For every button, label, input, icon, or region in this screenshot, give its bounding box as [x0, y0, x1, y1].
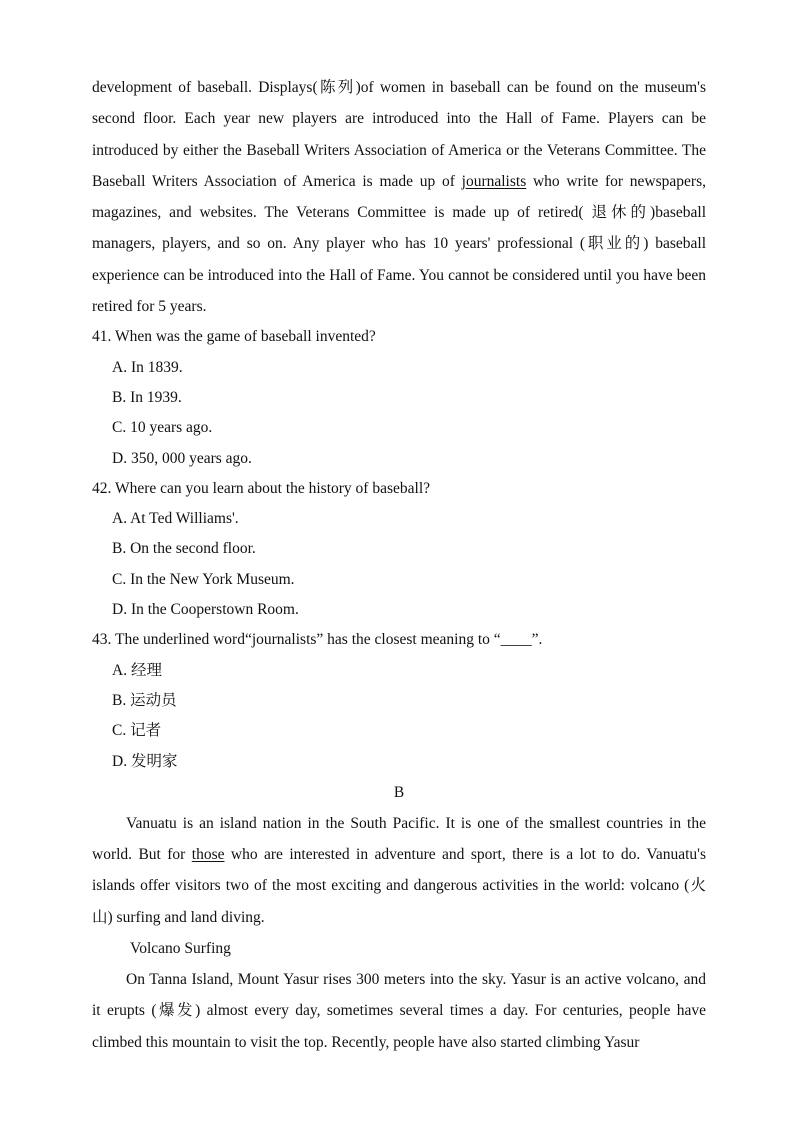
question-text: 42. Where can you learn about the history of baseball?: [92, 479, 431, 497]
page-content: [92, 72, 706, 1058]
underlined-word-those: those: [191, 846, 225, 864]
option-list: [92, 504, 706, 625]
option-a: A. 经理: [112, 661, 162, 679]
underlined-word-journalists: journalists: [461, 172, 527, 190]
option-b: B. On the second floor.: [112, 540, 256, 558]
text-run: Vanuatu is an island nation in the South Pacific. It is one of the smallest countries in the world. But for: [92, 814, 706, 864]
text-run: who write for newspapers, magazines, and websites. The Veterans Committee is made up of retired( 退休的)baseball managers, players, and so on. Any player who has 10 years' professional (职业的) baseball experience can be introduced into the Hall of Fame. You cannot be considered until you have been retired for 5 years.: [92, 172, 706, 316]
option-a: A. In 1839.: [112, 358, 183, 376]
passage-b-paragraph-2: On Tanna Island, Mount Yasur rises 300 meters into the sky. Yasur is an active volcano, and it erupts (爆发) almost every day, sometimes several times a day. For centuries, people have climbed this mountain to visit the top. Recently, people have also started climbing Yasur: [92, 971, 706, 1051]
question-text: 41. When was the game of baseball invented?: [92, 328, 376, 346]
option-d: D. 350, 000 years ago.: [112, 449, 252, 467]
text-run: who are interested in adventure and sport, there is a lot to do. Vanuatu's islands offer visitors two of the most exciting and dangerous activities in the world: volcano (火山) surfing and land diving.: [92, 846, 706, 926]
option-c: C. 10 years ago.: [112, 419, 213, 437]
question-42: [92, 474, 706, 625]
option-b: B. 运动员: [112, 691, 177, 709]
question-43: [92, 625, 706, 776]
passage-a-paragraph: [92, 72, 706, 322]
question-41: [92, 322, 706, 473]
passage-b-paragraph-1: [92, 808, 706, 933]
option-d: D. In the Cooperstown Room.: [112, 601, 299, 619]
option-b: B. In 1939.: [112, 388, 182, 406]
option-list: [92, 656, 706, 777]
option-a: A. At Ted Williams'.: [112, 510, 239, 528]
question-text: 43. The underlined word“journalists” has the closest meaning to “____”.: [92, 631, 543, 649]
text-run: development of baseball. Displays(陈列)of women in baseball can be found on the museum's second floor. Each year new players are introduced into the Hall of Fame. Players can be introduced by either the Baseball Writers Association of America or the Veterans Committee. The Baseball Writers Association of America is made up of: [92, 79, 706, 190]
option-d: D. 发明家: [112, 752, 178, 770]
option-c: C. 记者: [112, 722, 162, 740]
option-list: [92, 353, 706, 474]
passage-b-subheading: Volcano Surfing: [130, 940, 231, 958]
passage-b-heading: B: [393, 783, 405, 801]
option-c: C. In the New York Museum.: [112, 570, 295, 588]
